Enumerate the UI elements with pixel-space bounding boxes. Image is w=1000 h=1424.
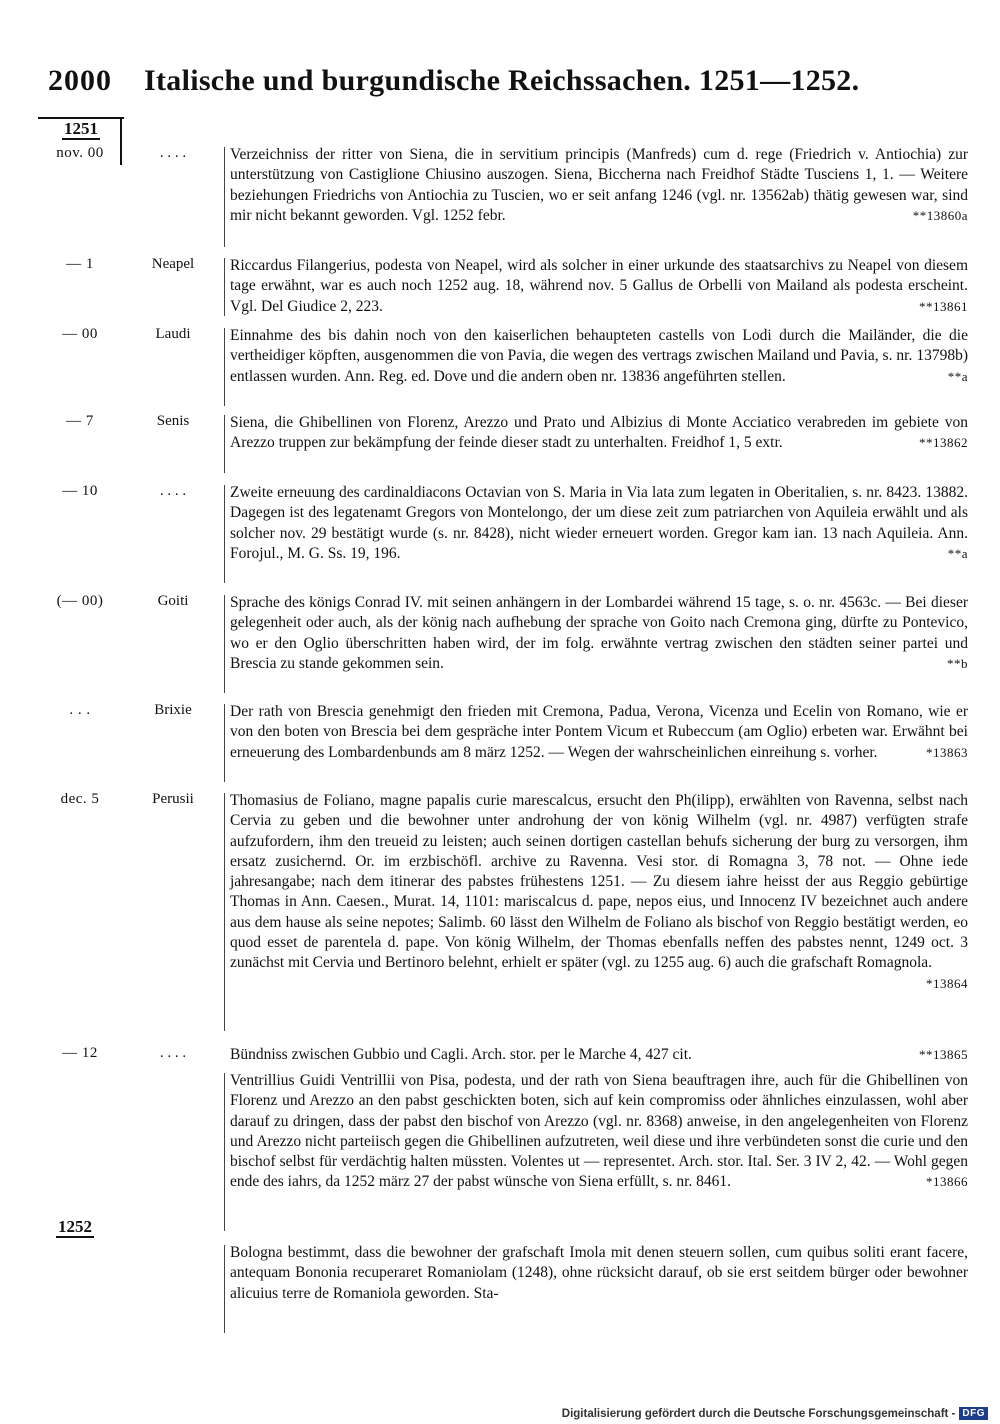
entry-reference: **13860a [912, 207, 968, 223]
entry-reference: *13864 [926, 975, 968, 991]
margin-rule [224, 1245, 225, 1333]
entry-place: . . . . [159, 145, 187, 161]
year-label-top: 1251 [64, 119, 98, 138]
entry-date: — 00 [62, 326, 98, 342]
entry-place: Laudi [155, 326, 191, 342]
margin-rule [224, 793, 225, 1031]
entry-body: Einnahme des bis dahin noch von den kaiserlichen behaupteten castells von Lodi durch die Mailänder, die die vertheidiger köpften, ausgenommen die von Pavia, die wegen des vertrags zwischen Mailand und Pavia, s. nr. 13798b) entlassen wurden. Ann. Reg. ed. Dove und die andern oben nr. 13836 angeführten stellen. [230, 327, 968, 385]
entry-text [230, 791, 968, 994]
digitization-credit [562, 1407, 988, 1420]
entry-body: Ventrillius Guidi Ventrillii von Pisa, podesta, und der rath von Siena beauftragen ihre, auch für die Ghibellinen von Florenz und Arezzo an den pabst geschickten boten, sich auf kein compromiss oder ähnliches einzulassen, wohl aber darauf zu dringen, dass der pabst den bischof von Arezzo (vgl. nr. 8368) anweise, in den angelegenheiten von Florenz und Arezzo nicht parteiisch gegen die Ghibellinen aufzutreten, weil diese und ihre verbündeten sonst die curie und den bischof selbst für verdächtig halten müssten. Volentes ut — representet. Arch. stor. Ital. Ser. 3 IV 2, 42. — Wohl gegen ende des iahrs, da 1252 märz 27 der pabst wünsche von Siena erfüllt, s. nr. 8461. [230, 1072, 968, 1191]
entry-date: — 10 [62, 483, 98, 499]
entry-place: Perusii [152, 791, 194, 807]
margin-rule [224, 595, 225, 693]
entry-reference: **a [947, 545, 968, 561]
entry-text [230, 1071, 968, 1193]
margin-rule [224, 1073, 225, 1231]
entry-reference: **13862 [919, 435, 968, 451]
margin-rule [224, 147, 225, 247]
margin-rule [224, 328, 225, 406]
margin-rule [224, 415, 225, 473]
entry-date: — 7 [66, 413, 94, 429]
entry-body: Sprache des königs Conrad IV. mit seinen anhängern in der Lombardei während 15 tage, s. o. nr. 4563c. — Bei dieser gelegenheit oder auch, als der könig nach aufhebung der sprache von Goito nach Cremona ging, dürfte zu Pontevico, wo er den Oglio überschritten haben wird, der im folg. erwähnte vertrag zwischen den städten seiner partei und Brescia zu stande gekommen sein. [230, 594, 968, 672]
entry-text [230, 593, 968, 674]
entry-reference: **b [947, 655, 968, 671]
entry-place: Neapel [151, 256, 195, 272]
entry-date: — 1 [66, 256, 94, 272]
entry-date: nov. 00 [56, 145, 104, 161]
entry-body: Bologna bestimmt, dass die bewohner der grafschaft Imola mit denen steuern sollen, cum quibus soliti erant facere, antequam Bononia recuperaret Romaniolam (1248), ohne rücksicht darauf, ob sie erst seitdem bürger oder bewohner alicuius terre de Romaniola geworden. Sta- [230, 1244, 968, 1302]
entry-reference: **a [947, 368, 968, 384]
margin-rule [224, 485, 225, 583]
entry-date: . . . [69, 702, 91, 718]
credit-text: Digitalisierung gefördert durch die Deutsche Forschungsgemeinschaft - [561, 1407, 956, 1420]
entry-place: . . . . [159, 483, 187, 499]
entry-body: Riccardus Filangerius, podesta von Neapel, wird als solcher in einer urkunde des staatsarchivs zu Neapel von diesem tage erwähnt, war es auch noch 1252 aug. 18, während nov. 5 Gallus de Orbelli von Mailand als podesta erscheint. Vgl. Del Giudice 2, 223. [230, 257, 968, 315]
entry-text [230, 326, 968, 387]
entry-text [230, 256, 968, 317]
entry-body: Thomasius de Foliano, magne papalis curie marescalcus, ersucht den Ph(ilipp), erwählten von Ravenna, selbst nach Cervia zu geben und die bewohner unter androhung der von könig Wilhelm (vgl. nr. 4987) verfügten strafe aufzufordern, ihm den treueid zu leisten; auch seinen dortigen castellan behufs sicherung der burg zu versorgen, ihm ersatz zusichernd. Or. im erzbischöfl. archive zu Ravenna. Vesi stor. di Romagna 3, 78 not. — Ohne iede jahresangabe; nach dem itinerar des pabstes frühestens 1251. — Zu diesem iahre heisst der aus Reggio gebürtige Thomas in Ann. Caesen., Murat. 14, 1101: mariscalcus d. pape, nepos eius, und Innocenz IV bezeichnet auch andere aus dem hause als seine nepotes; Salimb. 60 lässt den Wilhelm de Foliano als bischof von Reggio bestätigt werden, eo quod esset de parentela d. pape. Von könig Wilhelm, der Thomas ebenfalls neffen des pabstes nennt, 1249 oct. 3 zunächst mit Cervia und Bertinoro belehnt, erhielt er später (vgl. zu 1255 aug. 6) auch die grafschaft Romagnola. [230, 792, 968, 972]
entry-reference: **13865 [919, 1047, 968, 1062]
entry-body: Verzeichniss der ritter von Siena, die in servitium principis (Manfreds) cum d. rege (Friedrich v. Antiochia) zur unterstützung von Castiglione Chiusino auszogen. Siena, Biccherna nach Freidhof Städte Tusciens 1, 1. — Weitere beziehungen Friedrichs von Antiochia zu Tuscien, wo er seit anfang 1246 (vgl. nr. 13562ab) thätig gewesen war, sind mir nicht bekannt geworden. Vgl. 1252 febr. [230, 146, 968, 224]
entry-text [230, 413, 968, 454]
entry-body: Siena, die Ghibellinen von Florenz, Arezzo und Prato und Albizius di Monte Acciatico verabreden im gebiete von Arezzo truppen zur bekämpfung der feinde dieser stadt zu unterhalten. Freidhof 1, 5 extr. [230, 414, 968, 452]
entry-text [230, 702, 968, 763]
entry-date: (— 00) [56, 593, 104, 609]
entry-date: — 12 [62, 1045, 98, 1061]
entry-text [230, 1045, 968, 1065]
margin-rule [224, 704, 225, 782]
entry-place: . . . . [159, 1045, 187, 1061]
entry-date: dec. 5 [60, 791, 100, 807]
entry-reference: *13863 [926, 744, 968, 760]
entry-place: Senis [156, 413, 190, 429]
entry-text [230, 483, 968, 564]
entry-body: Zweite erneuung des cardinaldiacons Octavian von S. Maria in Via lata zum legaten in Oberitalien, s. nr. 8423. 13882. Dagegen ist des legatenamt Gregors von Montelongo, der um diese zeit zum patriarchen von Aquileia erwählt und als solcher nov. 29 bestätigt wurde (s. nr. 8428), nicht wieder erneuert worden. Gregor kam ian. 13 nach Aquileia. Ann. Forojul., M. G. Ss. 19, 196. [230, 484, 968, 562]
entry-reference: **13861 [919, 298, 968, 314]
year-label-bottom: 1252 [58, 1217, 92, 1236]
entry-place: Goiti [157, 593, 189, 609]
entry-text [230, 1243, 968, 1304]
page-header [48, 64, 948, 104]
page-title: Italische und burgundische Reichssachen. 1251—1252. [144, 64, 860, 97]
entry-body: Bündniss zwischen Gubbio und Cagli. Arch. stor. per le Marche 4, 427 cit. [230, 1046, 692, 1063]
dfg-logo: DFG [959, 1407, 988, 1420]
entry-place: Brixie [154, 702, 192, 718]
margin-rule [224, 258, 225, 316]
entry-text [230, 145, 968, 226]
page-number: 2000 [48, 64, 112, 97]
entry-reference: *13866 [926, 1174, 968, 1190]
entry-body: Der rath von Brescia genehmigt den frieden mit Cremona, Padua, Verona, Vicenza und Ecelin von Romano, wie er von den boten von Brescia bei dem gespräche inter Pontem Vicum et Rubeccum (am Oglio) erbeten war. Erwähnt bei erneuerung des Lombardenbunds am 8 märz 1252. — Wegen der wahrscheinlichen einreihung s. vorher. [230, 703, 968, 761]
